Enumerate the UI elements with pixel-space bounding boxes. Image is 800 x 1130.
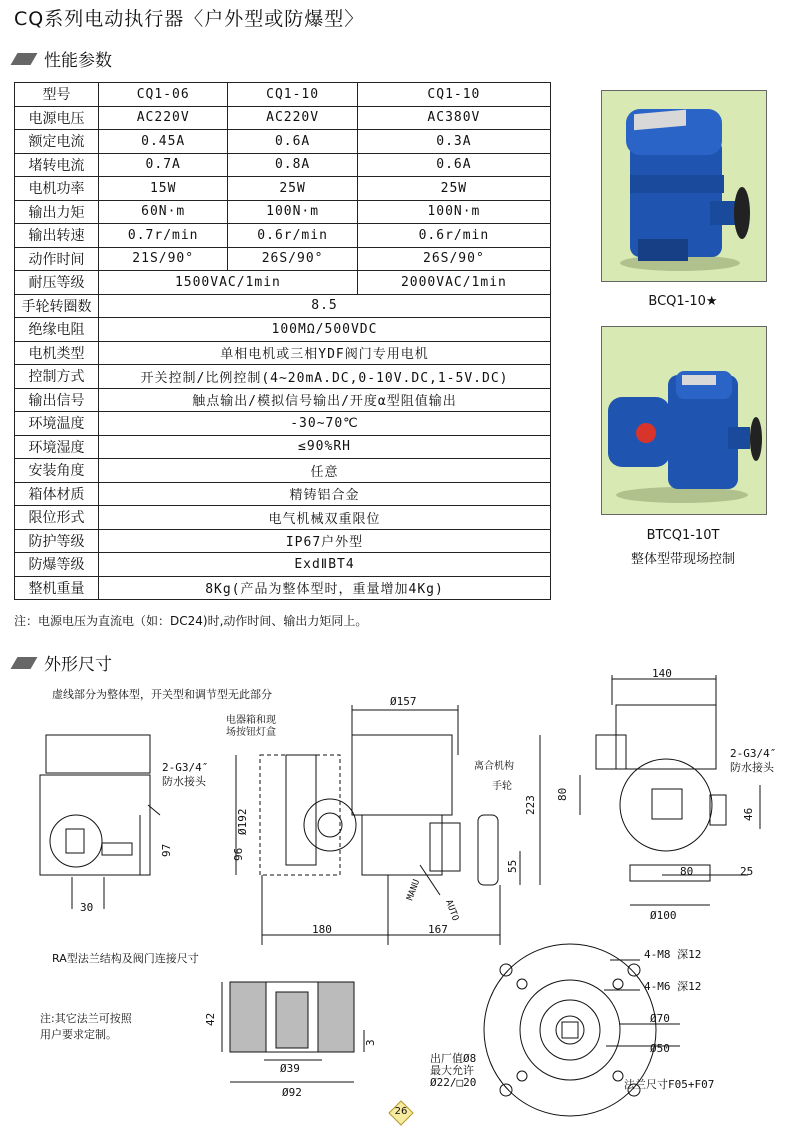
- spec-row: [15, 482, 551, 506]
- spec-row: [15, 388, 551, 412]
- page-number: 26: [394, 1106, 408, 1117]
- spec-row: [15, 271, 551, 295]
- spec-value: 26S/90°: [228, 247, 357, 271]
- spec-value: 0.7r/min: [99, 224, 228, 248]
- spec-label: 限位形式: [15, 506, 99, 530]
- spec-value: 8.5: [99, 294, 551, 318]
- spec-value: -30~70℃: [99, 412, 551, 436]
- spec-value: 0.3A: [357, 130, 550, 154]
- spec-label: 输出力矩: [15, 200, 99, 224]
- label-auto: AUTO: [443, 898, 460, 923]
- flange-dim-3: 3: [364, 1039, 377, 1046]
- flange-m6: 4-M6 深12: [644, 980, 702, 993]
- spec-label: 安装角度: [15, 459, 99, 483]
- spec-row: [15, 318, 551, 342]
- spec-value: ExdⅡBT4: [99, 553, 551, 577]
- spec-label: 电机类型: [15, 341, 99, 365]
- spec-label: 动作时间: [15, 247, 99, 271]
- spec-label: 输出转速: [15, 224, 99, 248]
- spec-label: 环境温度: [15, 412, 99, 436]
- spec-row: [15, 412, 551, 436]
- spec-value: 0.6r/min: [228, 224, 357, 248]
- spec-row: [15, 435, 551, 459]
- dim-80v: 80: [556, 787, 569, 801]
- spec-row: [15, 83, 551, 107]
- spec-value: 任意: [99, 459, 551, 483]
- spec-value: 15W: [99, 177, 228, 201]
- spec-label: 控制方式: [15, 365, 99, 389]
- spec-value: 100MΩ/500VDC: [99, 318, 551, 342]
- spec-row: [15, 130, 551, 154]
- spec-value: 60N·m: [99, 200, 228, 224]
- spec-value: 开关控制/比例控制(4~20mA.DC,0-10V.DC,1-5V.DC): [99, 365, 551, 389]
- spec-value: 0.8A: [228, 153, 357, 177]
- spec-value: 精铸铝合金: [99, 482, 551, 506]
- dimension-drawing: [0, 665, 800, 955]
- dim-80h: 80: [680, 865, 694, 878]
- spec-label: 整机重量: [15, 576, 99, 600]
- page-number-badge: [388, 1100, 414, 1126]
- photo-caption-2b: 整体型带现场控制: [630, 552, 735, 567]
- label-g34-c: 2-G3/4″: [730, 747, 777, 760]
- dim-167: 167: [428, 923, 448, 936]
- dim-46: 46: [742, 807, 755, 821]
- spec-label: 手轮转圈数: [15, 294, 99, 318]
- spec-value: 2000VAC/1min: [357, 271, 550, 295]
- dim-25: 25: [740, 865, 754, 878]
- spec-value: 100N·m: [228, 200, 357, 224]
- spec-value: 26S/90°: [357, 247, 550, 271]
- spec-value: IP67户外型: [99, 529, 551, 553]
- flange-dim-39: Ø39: [280, 1062, 300, 1075]
- spec-row: [15, 177, 551, 201]
- spec-row: [15, 247, 551, 271]
- flange-title: RA型法兰结构及阀门连接尺寸: [52, 952, 199, 965]
- spec-label: 堵转电流: [15, 153, 99, 177]
- spec-value: 25W: [357, 177, 550, 201]
- spec-value: 25W: [228, 177, 357, 201]
- section-spec-title: 性能参数: [44, 51, 112, 71]
- flange-dim-50: Ø50: [650, 1042, 670, 1055]
- spec-label: 环境湿度: [15, 435, 99, 459]
- dim-100: Ø100: [650, 909, 677, 922]
- flange-size: 法兰尺寸F05+F07: [624, 1078, 715, 1091]
- spec-label: 防护等级: [15, 529, 99, 553]
- flange-dim-42: 42: [204, 1012, 217, 1026]
- spec-value: 1500VAC/1min: [99, 271, 358, 295]
- spec-value: 100N·m: [357, 200, 550, 224]
- section-dim-title: 外形尺寸: [44, 655, 112, 675]
- spec-value: 0.6A: [228, 130, 357, 154]
- dim-223: 223: [524, 795, 537, 815]
- spec-value: CQ1-06: [99, 83, 228, 107]
- spec-row: [15, 365, 551, 389]
- spec-row: [15, 506, 551, 530]
- spec-row: [15, 553, 551, 577]
- label-box: 电器箱和现: [226, 715, 276, 726]
- spec-value: 0.45A: [99, 130, 228, 154]
- spec-value: AC220V: [228, 106, 357, 130]
- spec-value: 触点输出/模拟信号输出/开度α型阻值输出: [99, 388, 551, 412]
- flange-dim-92: Ø92: [282, 1086, 302, 1099]
- dim-180: 180: [312, 923, 332, 936]
- product-photo-bcq: [601, 90, 767, 282]
- spec-label: 耐压等级: [15, 271, 99, 295]
- spec-table: [14, 82, 551, 600]
- section-marker-icon: [11, 53, 38, 65]
- spec-note: 注：电源电压为直流电（如：DC24)时,动作时间、输出力矩同上。: [14, 614, 368, 628]
- spec-row: [15, 459, 551, 483]
- spec-value: AC220V: [99, 106, 228, 130]
- spec-row: [15, 294, 551, 318]
- spec-value: 电气机械双重限位: [99, 506, 551, 530]
- photo-caption-2a: BTCQ1-10T: [646, 528, 720, 543]
- dim-157: Ø157: [390, 695, 417, 708]
- spec-label: 输出信号: [15, 388, 99, 412]
- dim-55: 55: [506, 859, 519, 873]
- label-manu: MANU: [405, 878, 423, 903]
- section-spec: [14, 46, 112, 71]
- dim-97: 97: [160, 843, 173, 857]
- spec-value: CQ1-10: [228, 83, 357, 107]
- spec-label: 额定电流: [15, 130, 99, 154]
- flange-dim-70: Ø70: [650, 1012, 670, 1025]
- photo-caption-1: BCQ1-10★: [648, 294, 718, 309]
- label-g34-b: 防水接头: [162, 775, 206, 788]
- spec-value: 单相电机或三相YDF阀门专用电机: [99, 341, 551, 365]
- spec-value: AC380V: [357, 106, 550, 130]
- spec-value: 0.6A: [357, 153, 550, 177]
- flange-factory: 出厂值Ø8: [430, 1052, 477, 1065]
- dim-192: Ø192: [236, 808, 249, 835]
- dim-140: 140: [652, 667, 672, 680]
- spec-row: [15, 224, 551, 248]
- spec-row: [15, 529, 551, 553]
- spec-value: 21S/90°: [99, 247, 228, 271]
- page-title: CQ系列电动执行器〈户外型或防爆型〉: [14, 8, 365, 30]
- product-photo-btcq: [601, 326, 767, 515]
- spec-row: [15, 576, 551, 600]
- spec-row: [15, 341, 551, 365]
- spec-value: CQ1-10: [357, 83, 550, 107]
- dim-96: 96: [232, 847, 245, 861]
- spec-label: 型号: [15, 83, 99, 107]
- spec-label: 绝缘电阻: [15, 318, 99, 342]
- flange-max-value: Ø22/□20: [430, 1076, 477, 1089]
- spec-value: 8Kg(产品为整体型时，重量增加4Kg): [99, 576, 551, 600]
- spec-row: [15, 200, 551, 224]
- spec-label: 电机功率: [15, 177, 99, 201]
- label-g34-d: 防水接头: [730, 761, 774, 774]
- flange-m8: 4-M8 深12: [644, 948, 702, 961]
- label-clutch: 离合机构: [474, 761, 514, 772]
- dim-30: 30: [80, 901, 94, 914]
- spec-label: 防爆等级: [15, 553, 99, 577]
- flange-note-1: 注:其它法兰可按照: [40, 1012, 132, 1025]
- flange-note-2: 用户要求定制。: [40, 1028, 117, 1041]
- spec-value: 0.7A: [99, 153, 228, 177]
- spec-value: 0.6r/min: [357, 224, 550, 248]
- drawing-subtitle: 虚线部分为整体型，开关型和调节型无此部分: [52, 688, 272, 701]
- label-handwheel: 手轮: [492, 781, 512, 792]
- label-box2: 场按钮灯盒: [226, 727, 276, 738]
- spec-label: 电源电压: [15, 106, 99, 130]
- spec-value: ≤90%RH: [99, 435, 551, 459]
- spec-label: 箱体材质: [15, 482, 99, 506]
- spec-row: [15, 153, 551, 177]
- label-g34-a: 2-G3/4″: [162, 761, 209, 774]
- spec-row: [15, 106, 551, 130]
- flange-max: 最大允许: [430, 1064, 474, 1077]
